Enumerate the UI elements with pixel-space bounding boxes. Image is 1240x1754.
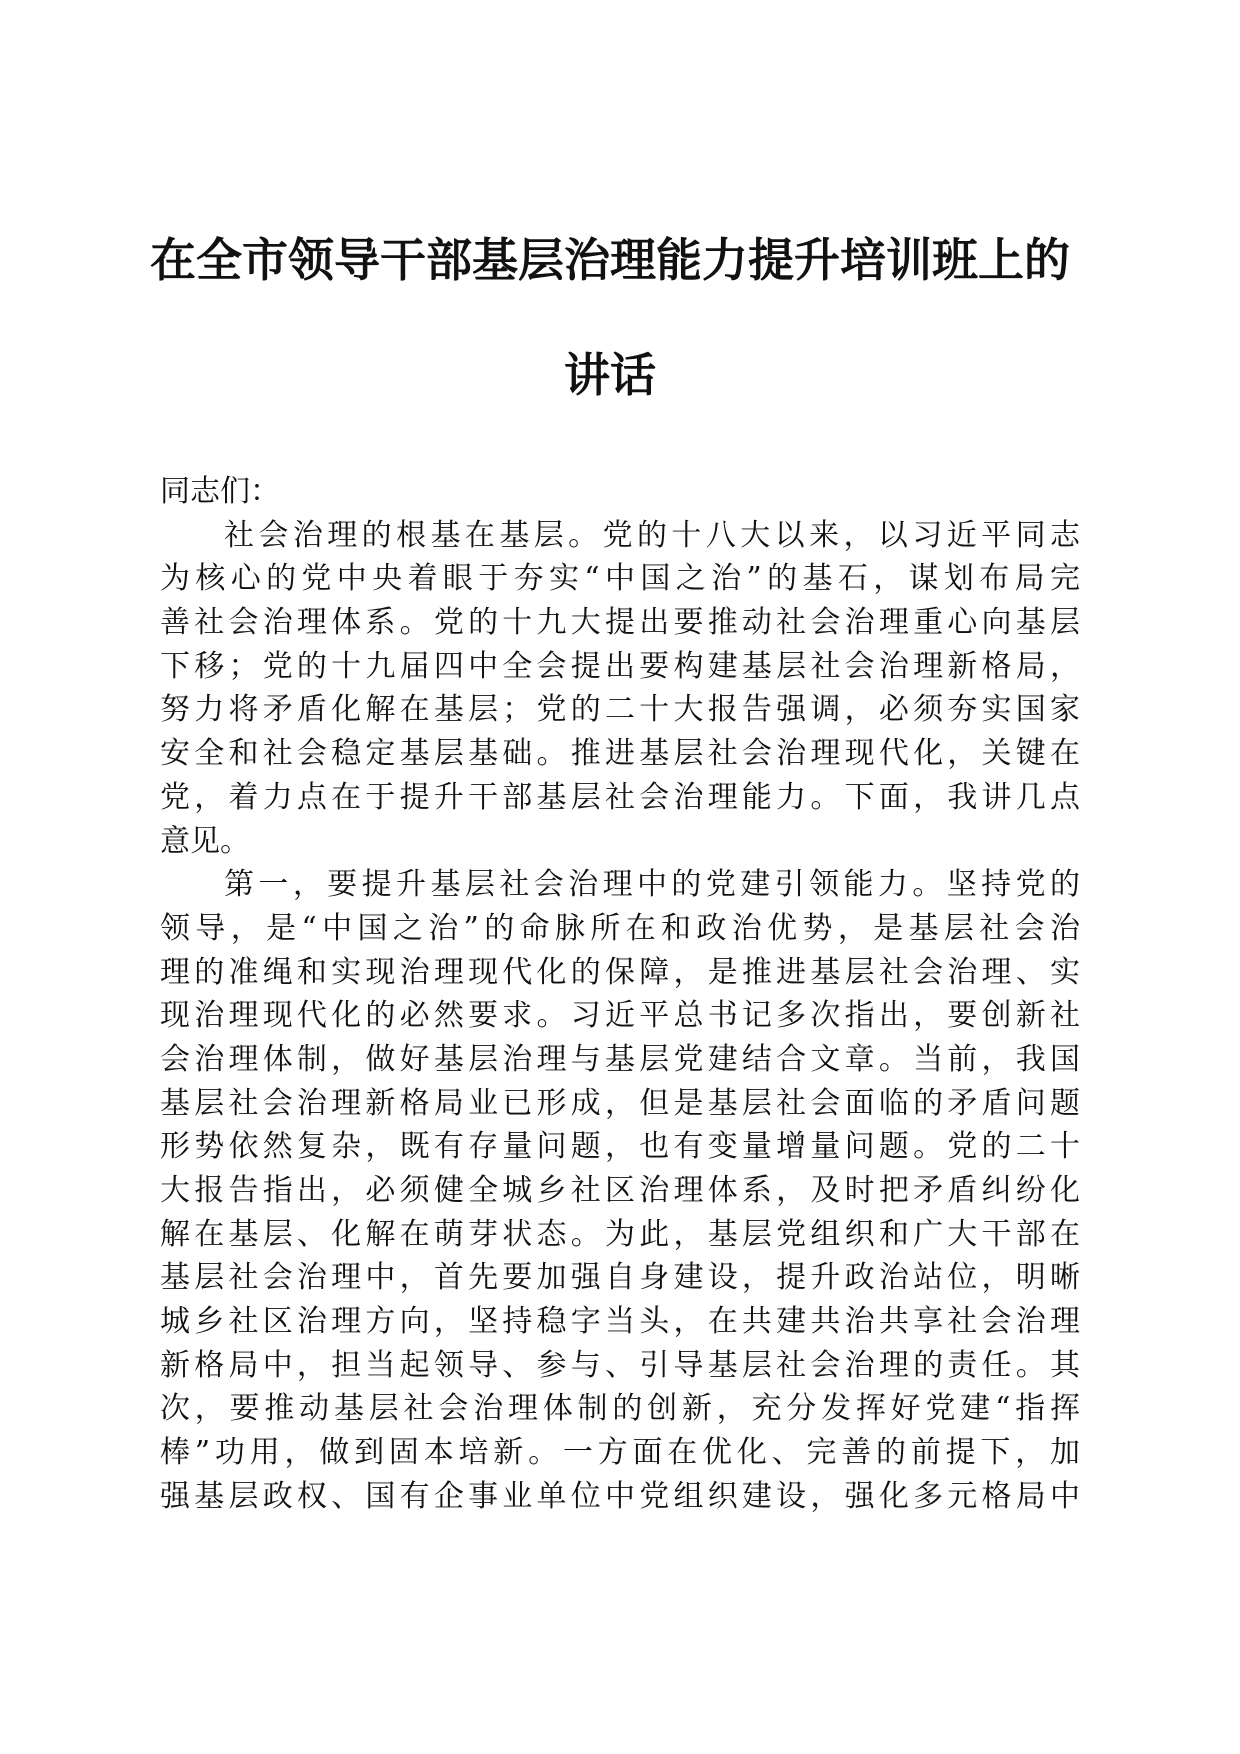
paragraph-line: 棒”功用，做到固本培新。一方面在优化、完善的前提下，加 (160, 1435, 1080, 1471)
paragraph-line: 基层社会治理新格局业已形成，但是基层社会面临的矛盾问题 (160, 1085, 1080, 1121)
paragraph-line: 党，着力点在于提升干部基层社会治理能力。下面，我讲几点 (160, 779, 1080, 815)
paragraph-line: 意见。 (160, 823, 250, 859)
paragraph-line: 形势依然复杂，既有存量问题，也有变量增量问题。党的二十 (160, 1129, 1080, 1165)
paragraph-1 (160, 514, 1080, 864)
paragraph-line: 领导，是“中国之治”的命脉所在和政治优势，是基层社会治 (160, 910, 1080, 946)
paragraph-line: 解在基层、化解在萌芽状态。为此，基层党组织和广大干部在 (160, 1216, 1080, 1252)
paragraph-line: 现治理现代化的必然要求。习近平总书记多次指出，要创新社 (160, 998, 1080, 1034)
paragraph-line: 城乡社区治理方向，坚持稳字当头，在共建共治共享社会治理 (160, 1304, 1080, 1340)
paragraph-2 (160, 863, 1080, 1518)
salutation: 同志们： (160, 474, 280, 509)
paragraph-line: 理的准绳和实现治理现代化的保障，是推进基层社会治理、实 (160, 954, 1080, 990)
document-title-line-2: 讲话 (564, 348, 656, 402)
paragraph-line: 强基层政权、国有企事业单位中党组织建设，强化多元格局中 (160, 1478, 1080, 1514)
document-body (160, 470, 1080, 1519)
document-title-line-1: 在全市领导干部基层治理能力提升培训班上的 (150, 233, 1070, 287)
paragraph-line: 下移；党的十九届四中全会提出要构建基层社会治理新格局， (160, 648, 1080, 684)
paragraph-line: 安全和社会稳定基层基础。推进基层社会治理现代化，关键在 (160, 736, 1080, 772)
paragraph-line: 社会治理的根基在基层。党的十八大以来，以习近平同志 (224, 517, 1080, 553)
paragraph-line: 基层社会治理中，首先要加强自身建设，提升政治站位，明晰 (160, 1260, 1080, 1296)
paragraph-line: 大报告指出，必须健全城乡社区治理体系，及时把矛盾纠纷化 (160, 1173, 1080, 1208)
paragraph-line: 为核心的党中央着眼于夯实“中国之治”的基石，谋划布局完 (160, 561, 1080, 597)
paragraph-line: 新格局中，担当起领导、参与、引导基层社会治理的责任。其 (160, 1347, 1080, 1383)
paragraph-line: 善社会治理体系。党的十九大提出要推动社会治理重心向基层 (160, 605, 1080, 641)
paragraph-line: 第一，要提升基层社会治理中的党建引领能力。坚持党的 (224, 867, 1080, 903)
paragraph-line: 次，要推动基层社会治理体制的创新，充分发挥好党建“指挥 (160, 1391, 1080, 1427)
paragraph-line: 会治理体制，做好基层治理与基层党建结合文章。当前，我国 (160, 1041, 1080, 1077)
paragraph-line: 努力将矛盾化解在基层；党的二十大报告强调，必须夯实国家 (160, 692, 1080, 728)
